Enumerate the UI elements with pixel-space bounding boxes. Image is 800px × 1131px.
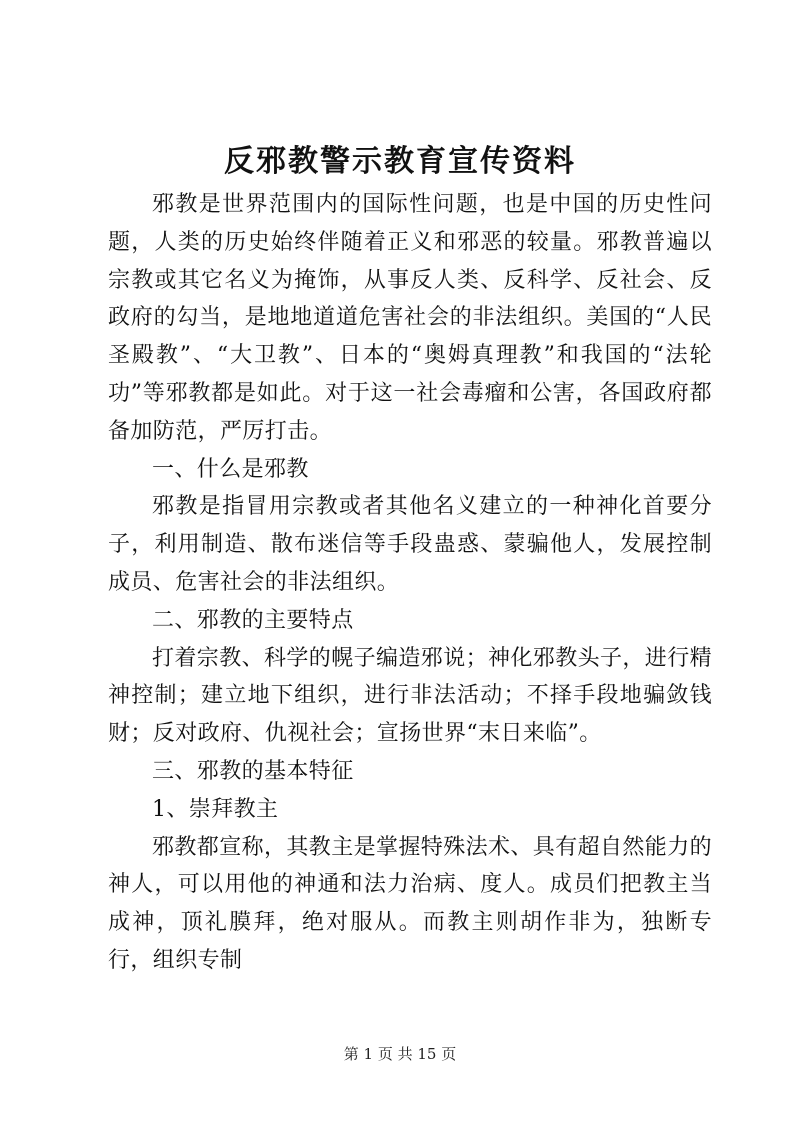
- document-title: 反邪教警示教育宣传资料: [224, 144, 576, 179]
- page-footer: 第 1 页 共 15 页: [343, 1045, 457, 1063]
- features-paragraph: 打着宗教、科学的幌子编造邪说；神化邪教头子，进行精神控制；建立地下组织，进行非法活动；不择手段地骗敛钱财；反对政府、仇视社会；宣扬世界“末日来临”。: [108, 645, 713, 747]
- section-heading-main-features: 二、邪教的主要特点: [152, 607, 354, 633]
- definition-paragraph: 邪教是指冒用宗教或者其他名义建立的一种神化首要分子，利用制造、散布迷信等手段蛊惑、蒙骗他人，发展控制成员、危害社会的非法组织。: [108, 494, 712, 595]
- document-body: [108, 186, 712, 980]
- section-heading-what-is-cult: 一、什么是邪教: [152, 456, 309, 482]
- worship-leader-paragraph: 邪教都宣称，其教主是掌握特殊法术、具有超自然能力的神人，可以用他的神通和法力治病、度人。成员们把教主当成神，顶礼膜拜，绝对服从。而教主则胡作非为，独断专行，组织专制: [108, 834, 713, 973]
- subheading-worship-leader: 1、崇拜教主: [152, 796, 279, 822]
- intro-paragraph: 邪教是世界范围内的国际性问题，也是中国的历史性问题，人类的历史始终伴随着正义和邪恶的较量。邪教普遍以宗教或其它名义为掩饰，从事反人类、反科学、反社会、反政府的勾当，是地地道道危害社会的非法组织。美国的“人民圣殿教”、“大卫教”、日本的“奥姆真理教”和我国的“法轮功”等邪教都是如此。对于这一社会毒瘤和公害，各国政府都备加防范，严厉打击。: [108, 192, 712, 444]
- section-heading-basic-characteristics: 三、邪教的基本特征: [152, 758, 354, 784]
